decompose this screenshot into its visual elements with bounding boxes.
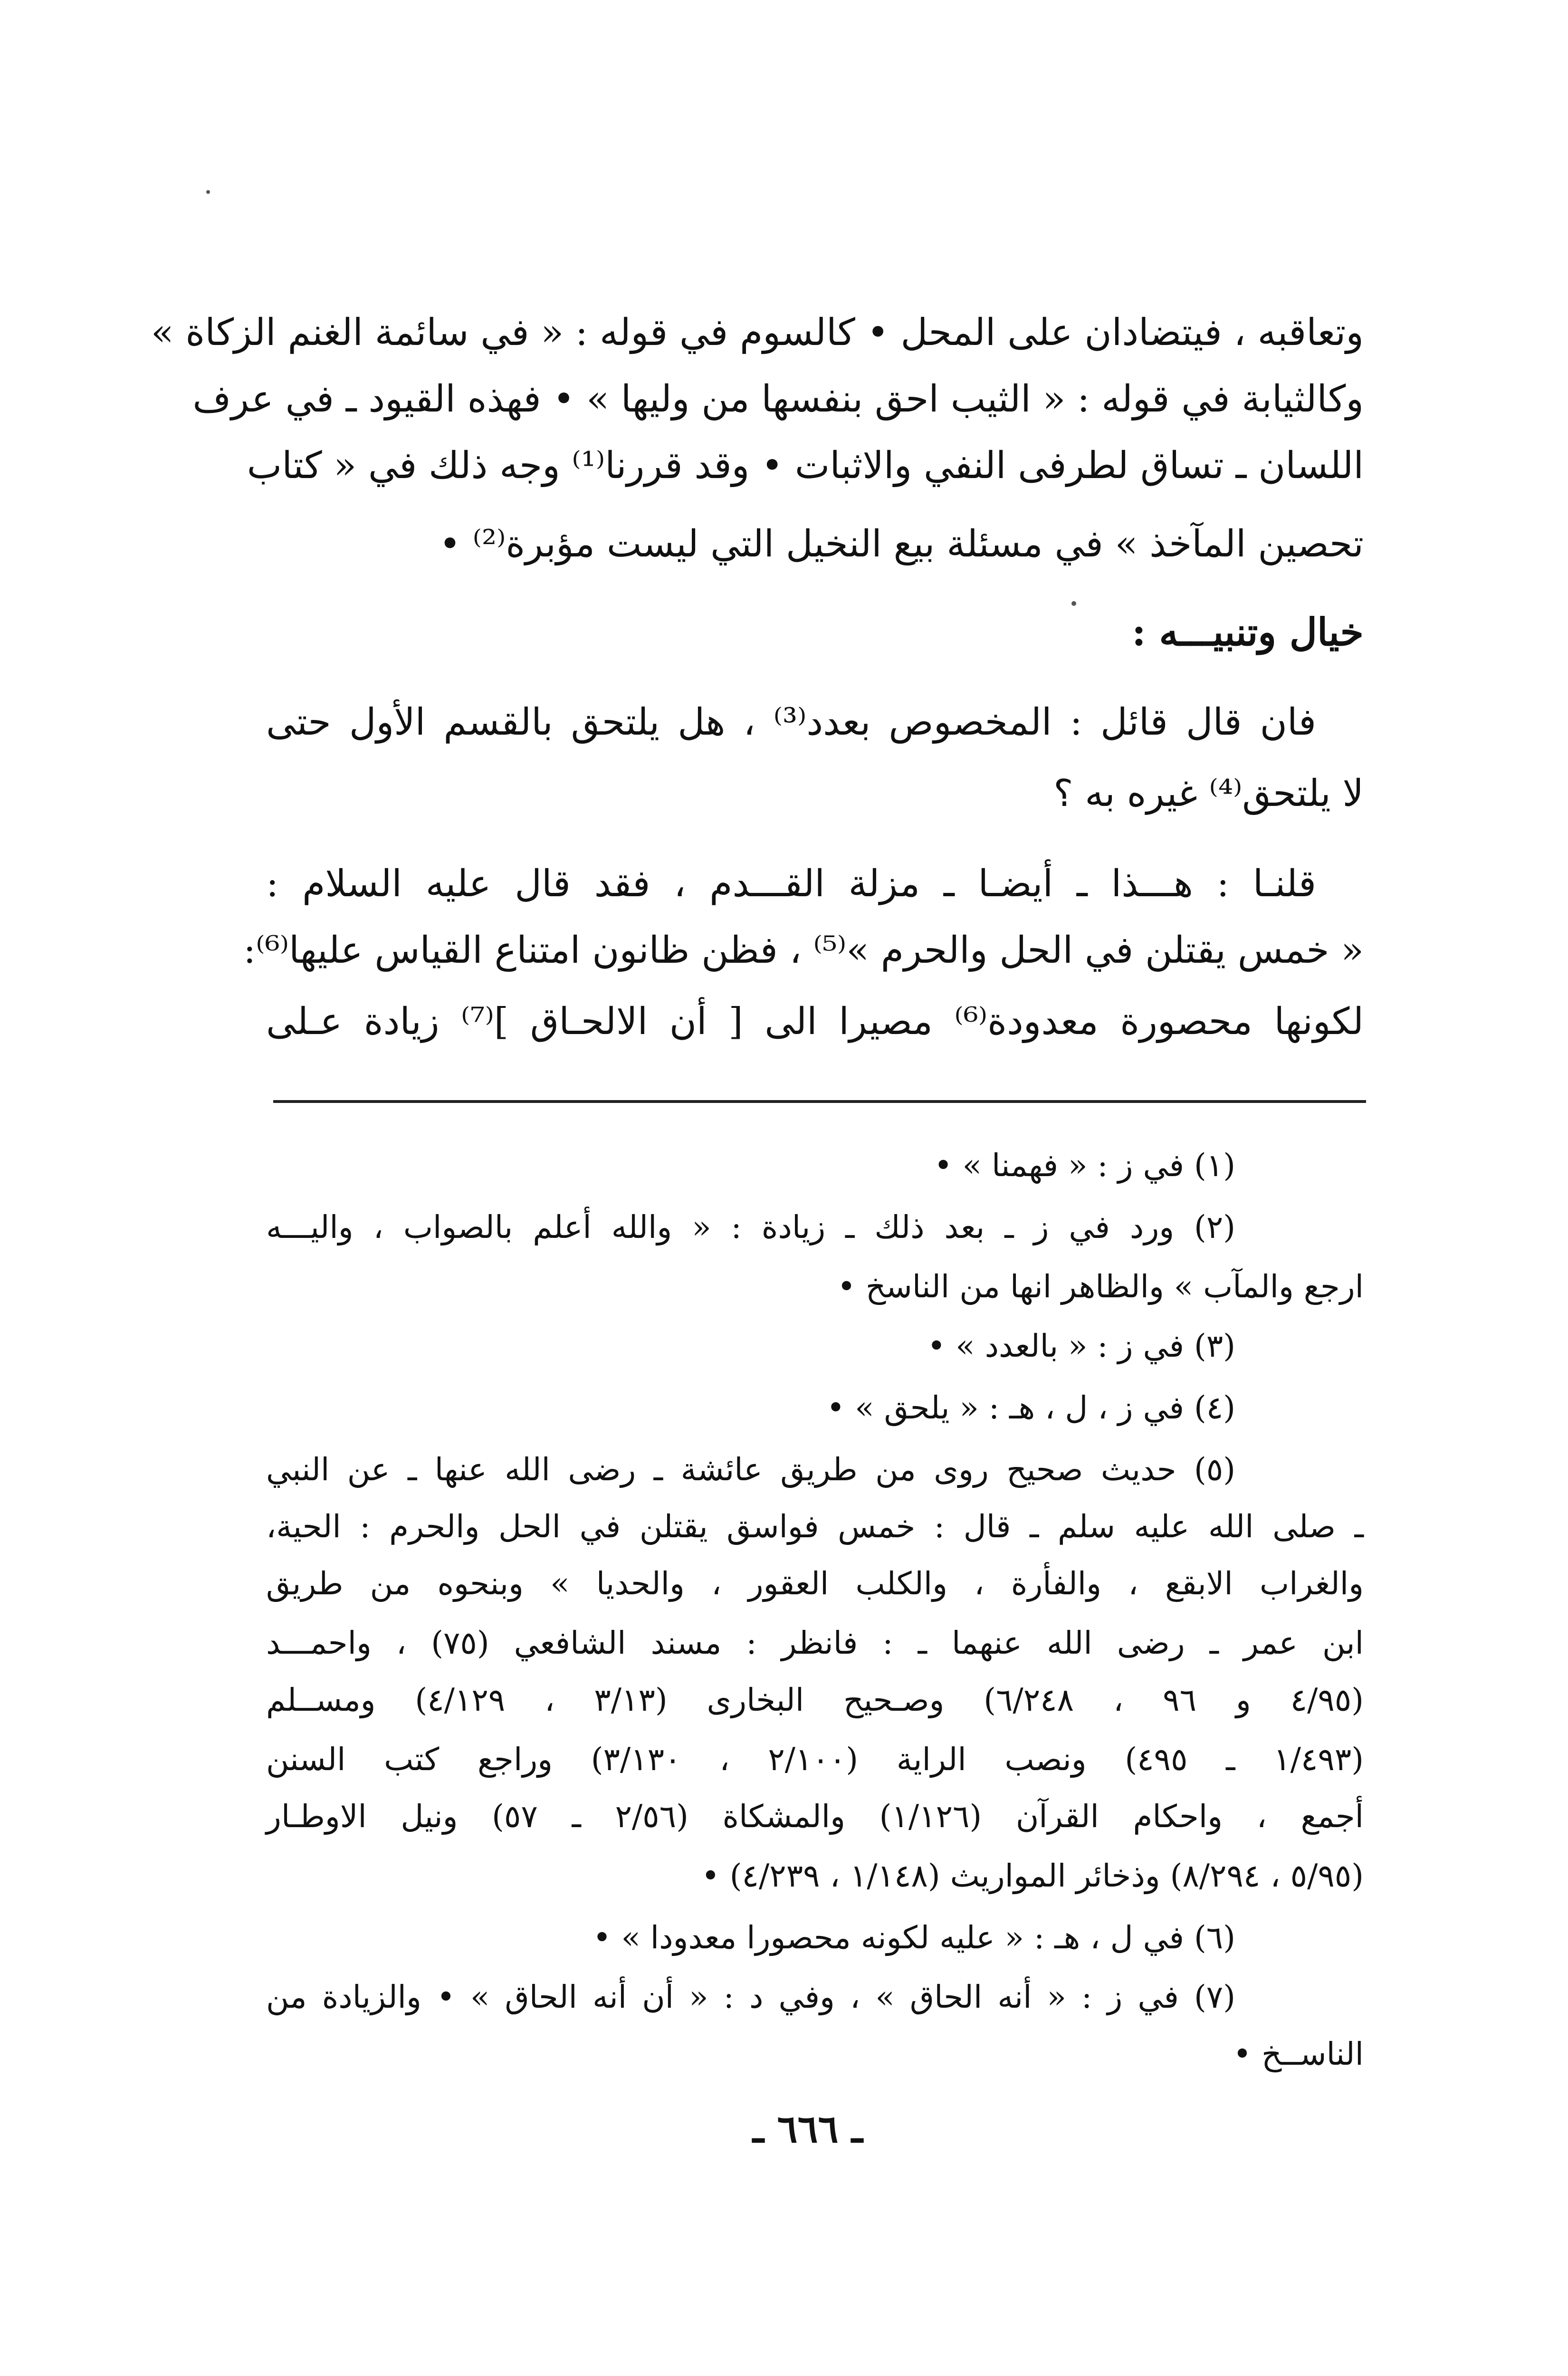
footnote-line: ـ صلى الله عليه سلم ـ قال : خمس فواسق يقتلن في الحل والحرم : الحية، [266, 1508, 1364, 1545]
footnote-line: أجمع ، واحكام القرآن (١/١٢٦) والمشكاة (٢/٥٦ ـ ٥٧) ونيل الاوطـار [266, 1798, 1364, 1835]
footnote-line: (٦) في ل ، هـ : « عليه لكونه محصورا معدودا » • [593, 1919, 1235, 1956]
footnote-line: (١/٤٩٣ ـ ٤٩٥) ونصب الراية (٢/١٠٠ ، ٣/١٣٠) وراجع كتب السنن [266, 1741, 1364, 1778]
footnote-line: والغراب الابقع ، والفأرة ، والكلب العقور ، والحديا » وبنحوه من طريق [266, 1565, 1364, 1602]
section-heading: خيال وتنبيـــه : [1132, 610, 1364, 654]
footnote-line: ابن عمر ـ رضى الله عنهما ـ : فانظر : مسند الشافعي (٧٥) ، واحمـــد [266, 1625, 1364, 1661]
page-number: ـ ٦٦٦ ـ [753, 2107, 863, 2151]
body-line: قلنـا : هـــذا ـ أيضـا ـ مزلة القـــدم ، فقد قال عليه السلام : [266, 862, 1316, 905]
footnote-line: الناســخ • [1233, 2036, 1364, 2072]
body-line: وكالثيابة في قوله : « الثيب احق بنفسها من وليها » • فهذه القيود ـ في عرف [192, 378, 1364, 421]
footnote-separator [273, 1100, 1366, 1103]
footnote-line: (١) في ز : « فهمنا » • [934, 1147, 1235, 1184]
body-line: تحصين المآخذ » في مسئلة بيع النخيل التي ليست مؤبرة⁽²⁾ • [439, 523, 1364, 565]
footnote-line: (٤) في ز ، ل ، هـ : « يلحق » • [826, 1389, 1235, 1426]
footnote-line: ارجع والمآب » والظاهر انها من الناسخ • [837, 1268, 1364, 1305]
scan-speck [1071, 601, 1076, 606]
footnote-line: (٧) في ز : « أنه الحاق » ، وفي د : « أن أنه الحاق » • والزيادة من [266, 1979, 1235, 2015]
body-line: وتعاقبه ، فيتضادان على المحل • كالسوم في قوله : « في سائمة الغنم الزكاة » [151, 311, 1364, 354]
footnote-line: (٥/٩٥ ، ٨/٢٩٤) وذخائر المواريث (١/١٤٨ ، ٤/٢٣٩) • [701, 1858, 1364, 1894]
footnote-line: (٣) في ز : « بالعدد » • [927, 1328, 1235, 1364]
body-line: « خمس يقتلن في الحل والحرم »⁽⁵⁾ ، فظن ظانون امتناع القياس عليها⁽⁶⁾: [243, 929, 1364, 972]
scan-speck [206, 190, 210, 194]
footnote-line: (٥) حديث صحيح روى من طريق عائشة ـ رضى الله عنها ـ عن النبي [266, 1451, 1235, 1488]
body-line: لا يلتحق⁽⁴⁾ غيره به ؟ [1053, 772, 1364, 815]
body-line: اللسان ـ تساق لطرفى النفي والاثبات • وقد قررنا⁽¹⁾ وجه ذلك في « كتاب [247, 444, 1364, 487]
footnote-line: (٢) ورد في ز ـ بعد ذلك ـ زيادة : « والله أعلم بالصواب ، واليـــه [266, 1209, 1235, 1245]
body-line: لكونها محصورة معدودة⁽⁶⁾ مصيرا الى [ أن الالحـاق ]⁽⁷⁾ زيادة عـلى [266, 1000, 1364, 1043]
footnote-line: (٤/٩٥ و ٩٦ ، ٦/٢٤٨) وصـحيح البخارى (٣/١٣ ، ٤/١٢٩) ومســلم [266, 1682, 1364, 1718]
body-line: فان قال قائل : المخصوص بعدد⁽³⁾ ، هل يلتحق بالقسم الأول حتى [266, 701, 1316, 744]
